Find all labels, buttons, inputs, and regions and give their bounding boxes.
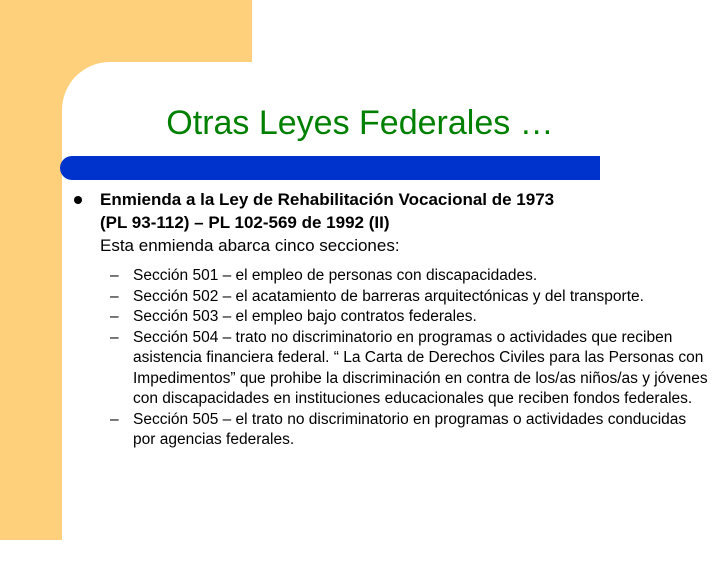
bullet-line-1: Enmienda a la Ley de Rehabilitación Vocacional de 1973 — [100, 190, 555, 209]
main-bullet-text — [100, 188, 700, 257]
bullet-dot — [74, 196, 82, 204]
list-item — [110, 287, 710, 308]
title-underline-bar — [60, 156, 600, 180]
bullet-line-3: Esta enmienda abarca cinco secciones: — [100, 236, 400, 255]
list-item — [110, 266, 710, 287]
list-item — [110, 307, 710, 328]
list-item-text: Sección 504 – trato no discriminatorio en programas o actividades que reciben asistencia financiera federal. “ La Carta de Derechos Civiles para las Personas con Impedimentos” que prohibe la discriminación en contra de los/as niños/as y jóvenes con discapacidades en instituciones educacionales que reciben fondos federales. — [133, 328, 708, 407]
list-item — [110, 410, 710, 451]
bullet-line-2: (PL 93-112) – PL 102-569 de 1992 (II) — [100, 213, 390, 232]
list-item-text: Sección 501 – el empleo de personas con discapacidades. — [133, 267, 538, 284]
list-item-text: Sección 502 – el acatamiento de barreras arquitectónicas y del transporte. — [133, 287, 644, 305]
dash-marker: – — [110, 267, 119, 284]
list-item-text: Sección 503 – el empleo bajo contratos federales. — [133, 308, 477, 325]
dash-marker: – — [110, 308, 119, 325]
list-item — [110, 328, 710, 410]
dash-marker: – — [110, 287, 119, 305]
dash-marker: – — [110, 410, 119, 428]
slide-title: Otras Leyes Federales … — [166, 104, 554, 142]
dash-marker: – — [110, 328, 119, 346]
sections-list — [110, 266, 710, 451]
list-item-text: Sección 505 – el trato no discriminatorio en programas o actividades conducidas por agencias federales. — [133, 410, 687, 448]
